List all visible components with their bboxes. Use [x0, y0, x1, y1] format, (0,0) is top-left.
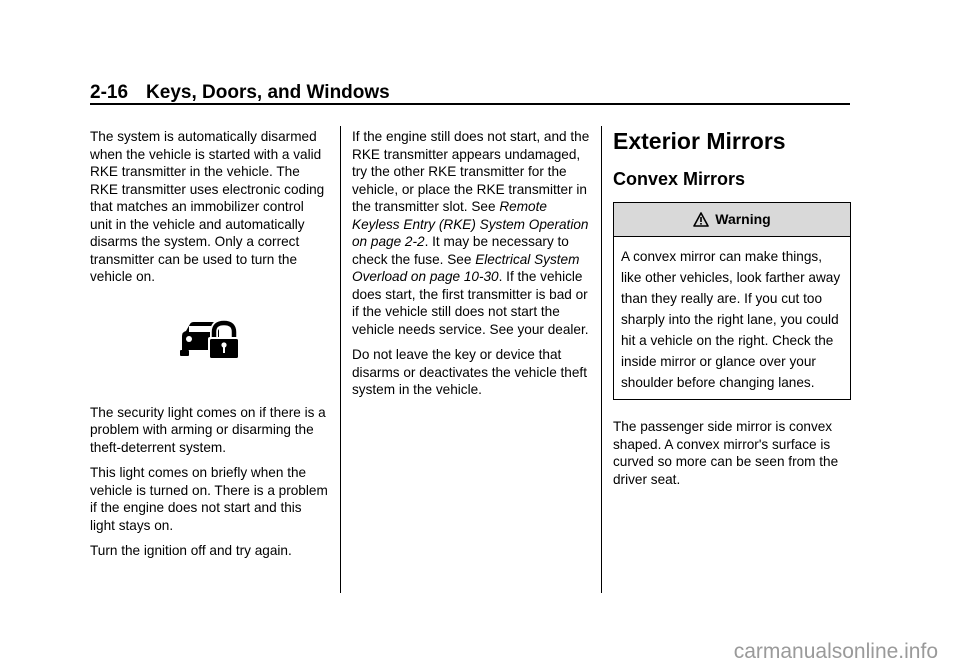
column-3 [613, 128, 853, 496]
warning-header [614, 203, 850, 237]
paragraph: The security light comes on if there is a problem with arming or disarming the theft-deterrent system. [90, 404, 326, 455]
cross-reference-link[interactable]: Remote Keyless Entry (RKE) System Operation on page 2-2 [352, 199, 589, 249]
header-rule [90, 103, 850, 105]
subsection-heading: Convex Mirrors [613, 169, 746, 189]
security-light-icon-area [90, 294, 328, 404]
warning-title: Warning [715, 210, 771, 227]
column-1 [90, 128, 328, 568]
warning-box [613, 202, 851, 400]
cross-reference-link[interactable]: Electrical System Overload on page 10-30 [352, 251, 580, 284]
paragraph: This light comes on briefly when the vehicle is turned on. There is a problem if the engine does not start and this light stays on. [90, 465, 328, 533]
section-heading: Exterior Mirrors [613, 128, 786, 154]
column-divider [340, 126, 341, 593]
paragraph: Do not leave the key or device that disarms or deactivates the vehicle theft system in the vehicle. [352, 347, 587, 397]
column-2 [352, 128, 592, 407]
text-run: . If the vehicle does start, the first transmitter is bad or if the vehicle still does not start the vehicle needs service. See your dealer. [352, 269, 589, 337]
text-run: . It may be necessary to check the fuse. See [352, 234, 569, 267]
warning-text: A convex mirror can make things, like other vehicles, look farther away than they really are. If you cut too sharply into the right lane, you could hit a vehicle on the right. Check the inside mirror or glance over your shoulder before changing lanes. [621, 249, 841, 390]
text-run: If the engine still does not start, and the RKE transmitter appears undamaged, try the other RKE transmitter for the vehicle, or place the RKE transmitter in the transmitter slot. See [352, 129, 590, 214]
page-number: 2-16 [90, 82, 129, 103]
paragraph: Turn the ignition off and try again. [90, 543, 292, 558]
security-light-icon [178, 320, 242, 360]
section-title: Keys, Doors, and Windows [146, 82, 390, 103]
paragraph: The system is automatically disarmed when the vehicle is started with a valid RKE transmitter in the vehicle. The RKE transmitter uses electronic coding that matches an immobilizer control unit in the vehicle and automatically disarms the system. Only a correct transmitter can be used to turn the vehicle on. [90, 129, 325, 284]
warning-triangle-icon [693, 212, 709, 227]
paragraph [352, 128, 592, 338]
watermark: carmanualsonline.info [733, 640, 938, 663]
column-divider [601, 126, 602, 593]
paragraph: The passenger side mirror is convex shaped. A convex mirror's surface is curved so more can be seen from the driver seat. [613, 419, 839, 487]
